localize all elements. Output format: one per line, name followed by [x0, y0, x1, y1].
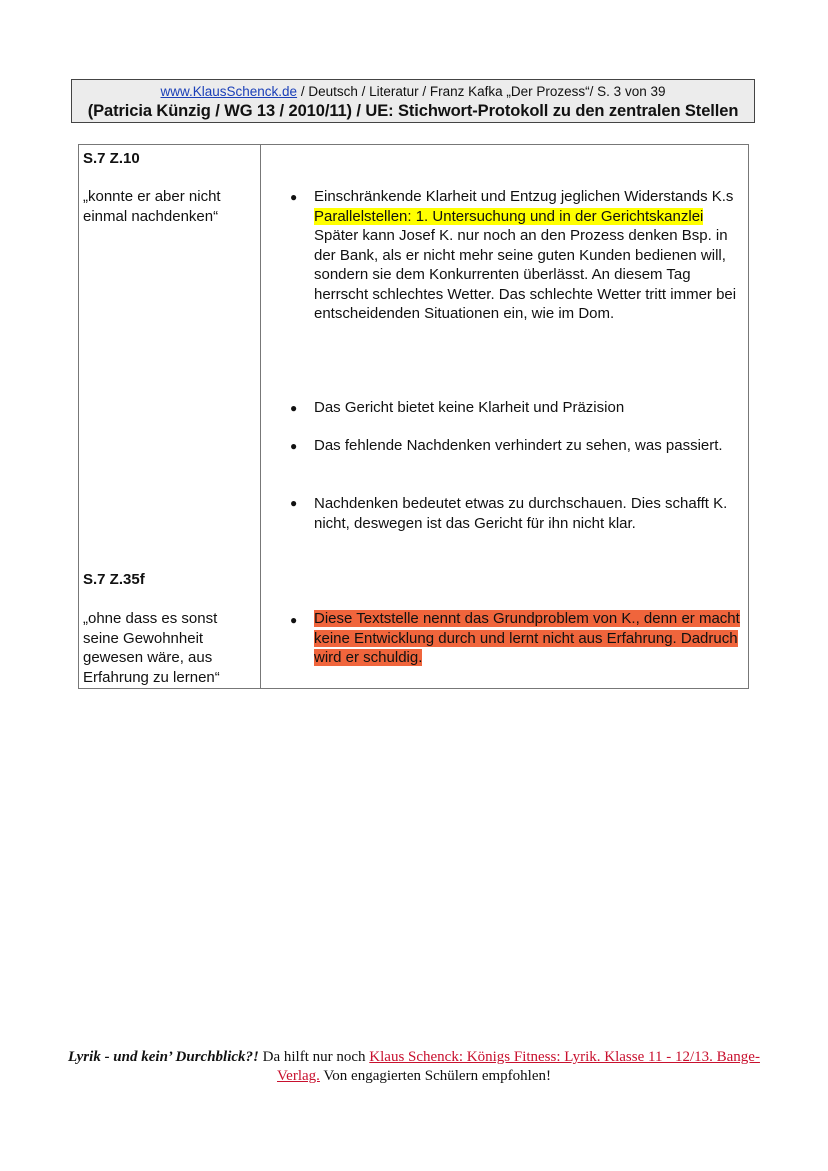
- bullet-icon: ●: [290, 439, 298, 453]
- note-item: Das fehlende Nachdenken verhindert zu sehen, was passiert.: [314, 437, 723, 454]
- note-item: Das Gericht bietet keine Klarheit und Präzision: [314, 399, 625, 416]
- header-title: (Patricia Künzig / WG 13 / 2010/11) / UE: Stichwort-Protokoll zu den zentralen Stellen: [87, 102, 739, 120]
- site-link[interactable]: www.KlausSchenck.de: [160, 84, 298, 99]
- note-text: Später kann Josef K. nur noch an den Prozess denken Bsp. in der Bank, als er nicht mehr seine guten Kunden bedienen will, sondern sie dem Konkurrenten überlässt. An diesem Tag herrscht schlechtes Wetter. Das schlechte Wetter tritt immer bei entscheidenden Situationen ein, wie im Dom.: [314, 227, 737, 322]
- quote-text: „konnte er aber nicht einmal nachdenken“: [83, 188, 221, 225]
- note-item: [314, 187, 746, 324]
- reference-cell: [79, 145, 261, 689]
- footer-italic: Lyrik - und kein’ Durchblick?!: [68, 1049, 259, 1065]
- book-link[interactable]: Klaus Schenck: Königs Fitness: Lyrik. Klasse 11 - 12/13. Bange-Verlag.: [277, 1049, 760, 1084]
- note-item: Nachdenken bedeutet etwas zu durchschauen. Dies schafft K. nicht, deswegen ist das Gericht für ihn nicht klar.: [314, 495, 728, 532]
- bullet-icon: ●: [290, 190, 298, 204]
- header-path: / Deutsch / Literatur / Franz Kafka „Der Prozess“/ S. 3 von 39: [297, 84, 666, 99]
- note-item: [314, 609, 746, 668]
- bullet-icon: ●: [290, 613, 298, 627]
- highlighted-core-problem: Diese Textstelle nennt das Grundproblem von K., denn er macht keine Entwicklung durch und lernt nicht aus Erfahrung. Dadruch wird er schuldig.: [314, 610, 740, 666]
- bullet-icon: ●: [290, 496, 298, 510]
- highlighted-parallel: Parallelstellen: 1. Untersuchung und in der Gerichtskanzlei: [314, 207, 704, 225]
- quote-text: „ohne dass es sonst seine Gewohnheit gewesen wäre, aus Erfahrung zu lernen“: [83, 610, 220, 686]
- bullet-icon: ●: [290, 401, 298, 415]
- page-footer: [60, 1048, 768, 1086]
- line-reference: S.7 Z.10: [83, 150, 140, 167]
- line-reference: S.7 Z.35f: [83, 571, 145, 588]
- header-line-1: [72, 83, 754, 100]
- footer-tail: Von engagierten Schülern empfohlen!: [319, 1068, 551, 1084]
- page-header: [71, 79, 755, 123]
- note-text: Einschränkende Klarheit und Entzug jeglichen Widerstands K.s: [314, 188, 734, 205]
- footer-middle: Da hilft nur noch: [258, 1049, 370, 1065]
